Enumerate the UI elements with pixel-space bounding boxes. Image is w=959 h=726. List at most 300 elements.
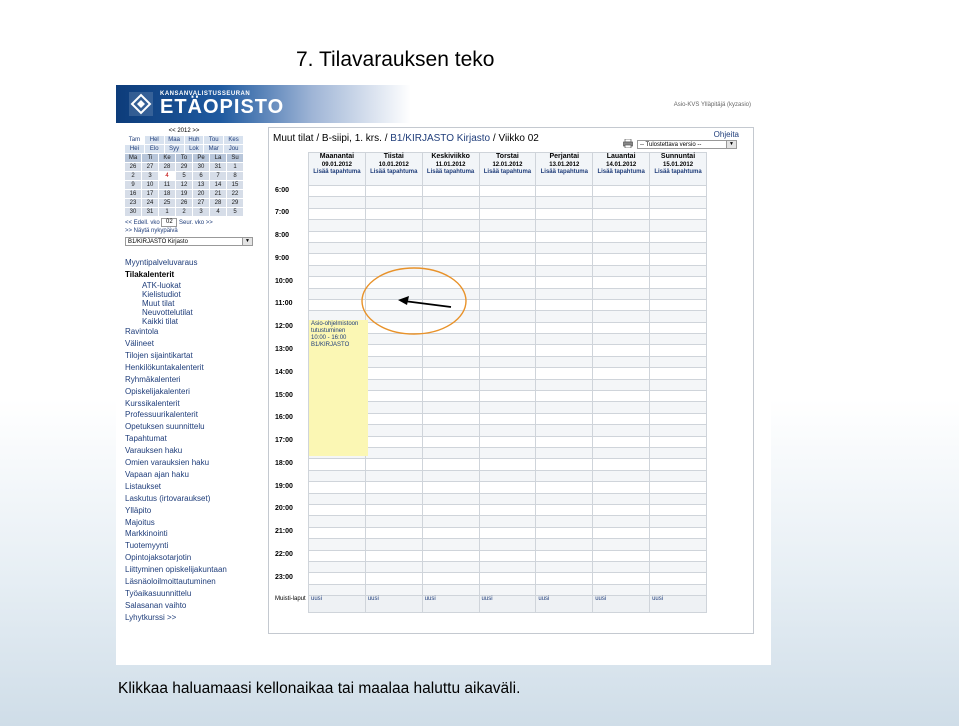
time-slot-cell[interactable]: [422, 368, 479, 379]
day-cell[interactable]: 15: [227, 181, 243, 189]
time-slot-cell[interactable]: [365, 561, 422, 572]
add-event-link[interactable]: Lisää tapahtuma: [654, 169, 702, 175]
time-slot-cell[interactable]: [650, 197, 707, 208]
time-slot-cell[interactable]: [650, 493, 707, 504]
day-cell[interactable]: 10: [142, 181, 158, 189]
month-huh[interactable]: Huh: [185, 136, 204, 144]
time-slot-cell[interactable]: [422, 197, 479, 208]
time-slot-cell[interactable]: [536, 436, 593, 447]
time-slot-cell[interactable]: [365, 197, 422, 208]
time-slot-cell[interactable]: [593, 504, 650, 515]
add-event-link[interactable]: Lisää tapahtuma: [597, 169, 645, 175]
time-slot-cell[interactable]: [593, 356, 650, 367]
time-slot-cell[interactable]: [365, 368, 422, 379]
time-slot-cell[interactable]: [536, 573, 593, 584]
time-slot-cell[interactable]: [479, 322, 536, 333]
time-slot-cell[interactable]: [650, 208, 707, 219]
day-cell[interactable]: 24: [142, 199, 158, 207]
day-cell[interactable]: 28: [159, 163, 175, 171]
time-slot-cell[interactable]: [365, 584, 422, 595]
time-slot-cell[interactable]: [479, 379, 536, 390]
day-cell[interactable]: 18: [159, 190, 175, 198]
time-slot-cell[interactable]: [422, 356, 479, 367]
day-cell[interactable]: 30: [125, 208, 141, 216]
time-slot-cell[interactable]: [365, 345, 422, 356]
time-slot-cell[interactable]: [593, 436, 650, 447]
time-slot-cell[interactable]: [593, 447, 650, 458]
time-slot-cell[interactable]: [593, 242, 650, 253]
time-slot-cell[interactable]: [365, 516, 422, 527]
time-slot-cell[interactable]: [536, 470, 593, 481]
time-slot-cell[interactable]: [479, 470, 536, 481]
time-slot-cell[interactable]: [650, 299, 707, 310]
calendar-event[interactable]: [309, 320, 368, 456]
time-slot-cell[interactable]: [536, 322, 593, 333]
time-slot-cell[interactable]: [536, 265, 593, 276]
time-slot-cell[interactable]: [365, 220, 422, 231]
day-cell[interactable]: 29: [227, 199, 243, 207]
sidebar-item-omien-varauksien-haku[interactable]: Omien varauksien haku: [125, 458, 210, 468]
time-slot-cell[interactable]: [479, 254, 536, 265]
time-slot-cell[interactable]: [479, 345, 536, 356]
time-slot-cell[interactable]: [365, 493, 422, 504]
sidebar-item-majoitus[interactable]: Majoitus: [125, 517, 155, 527]
time-slot-cell[interactable]: [536, 391, 593, 402]
time-slot-cell[interactable]: [365, 265, 422, 276]
time-slot-cell[interactable]: [536, 516, 593, 527]
time-slot-cell[interactable]: [536, 482, 593, 493]
time-slot-cell[interactable]: [422, 482, 479, 493]
time-slot-cell[interactable]: [422, 447, 479, 458]
help-link[interactable]: Ohjeita: [713, 130, 739, 139]
time-slot-cell[interactable]: [593, 334, 650, 345]
time-slot-cell[interactable]: [309, 208, 366, 219]
sidebar-item-tuotemyynti[interactable]: Tuotemyynti: [125, 541, 169, 551]
day-cell[interactable]: 27: [193, 199, 209, 207]
time-slot-cell[interactable]: [593, 573, 650, 584]
time-slot-cell[interactable]: [309, 470, 366, 481]
sidebar-item-muut-tilat[interactable]: Muut tilat: [142, 298, 175, 308]
time-slot-cell[interactable]: [309, 504, 366, 515]
time-slot-cell[interactable]: [593, 299, 650, 310]
time-slot-cell[interactable]: [593, 288, 650, 299]
new-memo-link[interactable]: uusi: [536, 596, 593, 613]
time-slot-cell[interactable]: [479, 311, 536, 322]
time-slot-cell[interactable]: [593, 265, 650, 276]
sidebar-item-opetuksen-suunnittelu[interactable]: Opetuksen suunnittelu: [125, 422, 205, 432]
time-slot-cell[interactable]: [365, 447, 422, 458]
time-slot-cell[interactable]: [650, 186, 707, 197]
time-slot-cell[interactable]: [536, 186, 593, 197]
add-event-link[interactable]: Lisää tapahtuma: [370, 169, 418, 175]
add-event-link[interactable]: Lisää tapahtuma: [426, 169, 475, 175]
time-slot-cell[interactable]: [536, 413, 593, 424]
time-slot-cell[interactable]: [593, 584, 650, 595]
time-slot-cell[interactable]: [365, 208, 422, 219]
month-jou[interactable]: Jou: [224, 145, 243, 153]
time-slot-cell[interactable]: [365, 482, 422, 493]
time-slot-cell[interactable]: [309, 186, 366, 197]
time-slot-cell[interactable]: [650, 425, 707, 436]
time-slot-cell[interactable]: [536, 550, 593, 561]
time-slot-cell[interactable]: [479, 482, 536, 493]
time-slot-cell[interactable]: [536, 197, 593, 208]
day-cell[interactable]: 31: [142, 208, 158, 216]
time-slot-cell[interactable]: [422, 527, 479, 538]
day-cell[interactable]: 25: [159, 199, 175, 207]
time-slot-cell[interactable]: [479, 539, 536, 550]
time-slot-cell[interactable]: [593, 231, 650, 242]
sidebar-item-kurssikalenterit[interactable]: Kurssikalenterit: [125, 398, 180, 408]
day-cell[interactable]: 20: [193, 190, 209, 198]
time-slot-cell[interactable]: [479, 231, 536, 242]
time-slot-cell[interactable]: [422, 402, 479, 413]
time-slot-cell[interactable]: [309, 539, 366, 550]
time-slot-cell[interactable]: [650, 470, 707, 481]
time-slot-cell[interactable]: [365, 425, 422, 436]
time-slot-cell[interactable]: [365, 402, 422, 413]
time-slot-cell[interactable]: [536, 311, 593, 322]
time-slot-cell[interactable]: [536, 584, 593, 595]
time-slot-cell[interactable]: [650, 584, 707, 595]
time-slot-cell[interactable]: [479, 208, 536, 219]
time-slot-cell[interactable]: [422, 208, 479, 219]
add-event-link[interactable]: Lisää tapahtuma: [540, 169, 588, 175]
time-slot-cell[interactable]: [309, 277, 366, 288]
time-slot-cell[interactable]: [593, 391, 650, 402]
add-event-link[interactable]: Lisää tapahtuma: [483, 169, 532, 175]
day-cell[interactable]: 11: [159, 181, 175, 189]
new-memo-link[interactable]: uusi: [422, 596, 479, 613]
time-slot-cell[interactable]: [422, 322, 479, 333]
time-slot-cell[interactable]: [422, 539, 479, 550]
time-slot-cell[interactable]: [650, 242, 707, 253]
month-elo[interactable]: Elo: [145, 145, 164, 153]
time-slot-cell[interactable]: [536, 402, 593, 413]
sidebar-item-tilakalenterit[interactable]: Tilakalenterit: [125, 269, 175, 279]
time-slot-cell[interactable]: [650, 231, 707, 242]
time-slot-cell[interactable]: [309, 584, 366, 595]
new-memo-link[interactable]: uusi: [365, 596, 422, 613]
time-slot-cell[interactable]: [365, 527, 422, 538]
time-slot-cell[interactable]: [365, 186, 422, 197]
next-week-link[interactable]: Seur. vko >>: [179, 220, 213, 227]
time-slot-cell[interactable]: [650, 459, 707, 470]
time-slot-cell[interactable]: [309, 242, 366, 253]
day-cell[interactable]: 2: [125, 172, 141, 180]
time-slot-cell[interactable]: [650, 368, 707, 379]
time-slot-cell[interactable]: [365, 334, 422, 345]
day-cell[interactable]: 26: [125, 163, 141, 171]
day-cell[interactable]: 1: [227, 163, 243, 171]
time-slot-cell[interactable]: [309, 231, 366, 242]
time-slot-cell[interactable]: [650, 516, 707, 527]
time-slot-cell[interactable]: [479, 197, 536, 208]
day-cell[interactable]: 1: [159, 208, 175, 216]
new-memo-link[interactable]: uusi: [650, 596, 707, 613]
time-slot-cell[interactable]: [593, 208, 650, 219]
time-slot-cell[interactable]: [593, 493, 650, 504]
time-slot-cell[interactable]: [536, 379, 593, 390]
time-slot-cell[interactable]: [593, 550, 650, 561]
time-slot-cell[interactable]: [422, 277, 479, 288]
sidebar-item-opiskelijakalenteri[interactable]: Opiskelijakalenteri: [125, 386, 190, 396]
time-slot-cell[interactable]: [479, 561, 536, 572]
time-slot-cell[interactable]: [650, 391, 707, 402]
time-slot-cell[interactable]: [422, 186, 479, 197]
time-slot-cell[interactable]: [536, 368, 593, 379]
time-slot-cell[interactable]: [536, 345, 593, 356]
time-slot-cell[interactable]: [593, 322, 650, 333]
time-slot-cell[interactable]: [536, 561, 593, 572]
day-cell[interactable]: 12: [176, 181, 192, 189]
time-slot-cell[interactable]: [422, 459, 479, 470]
time-slot-cell[interactable]: [479, 334, 536, 345]
printer-icon[interactable]: [623, 139, 633, 148]
month-syy[interactable]: Syy: [165, 145, 184, 153]
time-slot-cell[interactable]: [422, 265, 479, 276]
time-slot-cell[interactable]: [593, 470, 650, 481]
time-slot-cell[interactable]: [650, 254, 707, 265]
time-slot-cell[interactable]: [422, 288, 479, 299]
sidebar-item-välineet[interactable]: Välineet: [125, 339, 154, 349]
day-cell[interactable]: 6: [193, 172, 209, 180]
time-slot-cell[interactable]: [593, 186, 650, 197]
time-slot-cell[interactable]: [650, 436, 707, 447]
time-slot-cell[interactable]: [309, 527, 366, 538]
time-slot-cell[interactable]: [536, 527, 593, 538]
day-cell[interactable]: 3: [193, 208, 209, 216]
month-lok[interactable]: Lok: [185, 145, 204, 153]
time-slot-cell[interactable]: [536, 231, 593, 242]
time-slot-cell[interactable]: [650, 322, 707, 333]
day-cell[interactable]: 29: [176, 163, 192, 171]
time-slot-cell[interactable]: [365, 356, 422, 367]
time-slot-cell[interactable]: [479, 504, 536, 515]
day-cell[interactable]: 27: [142, 163, 158, 171]
sidebar-item-ravintola[interactable]: Ravintola: [125, 327, 159, 337]
time-slot-cell[interactable]: [593, 197, 650, 208]
time-slot-cell[interactable]: [365, 504, 422, 515]
time-slot-cell[interactable]: [650, 265, 707, 276]
time-slot-cell[interactable]: [365, 459, 422, 470]
time-slot-cell[interactable]: [422, 584, 479, 595]
time-slot-cell[interactable]: [593, 368, 650, 379]
time-slot-cell[interactable]: [479, 436, 536, 447]
room-select[interactable]: [125, 237, 253, 246]
time-slot-cell[interactable]: [479, 459, 536, 470]
time-slot-cell[interactable]: [422, 470, 479, 481]
time-slot-cell[interactable]: [536, 539, 593, 550]
time-slot-cell[interactable]: [650, 334, 707, 345]
time-slot-cell[interactable]: [479, 186, 536, 197]
time-slot-cell[interactable]: [593, 311, 650, 322]
time-slot-cell[interactable]: [309, 573, 366, 584]
time-slot-cell[interactable]: [365, 311, 422, 322]
time-slot-cell[interactable]: [422, 413, 479, 424]
time-slot-cell[interactable]: [422, 436, 479, 447]
time-slot-cell[interactable]: [365, 242, 422, 253]
time-slot-cell[interactable]: [422, 345, 479, 356]
time-slot-cell[interactable]: [650, 379, 707, 390]
time-slot-cell[interactable]: [309, 482, 366, 493]
time-slot-cell[interactable]: [309, 561, 366, 572]
sidebar-item-atk-luokat[interactable]: ATK-luokat: [142, 280, 181, 290]
time-slot-cell[interactable]: [593, 539, 650, 550]
time-slot-cell[interactable]: [536, 299, 593, 310]
time-slot-cell[interactable]: [536, 208, 593, 219]
year-nav[interactable]: << 2012 >>: [125, 127, 243, 136]
month-tou[interactable]: Tou: [204, 136, 223, 144]
time-slot-cell[interactable]: [479, 391, 536, 402]
time-slot-cell[interactable]: [650, 447, 707, 458]
day-cell[interactable]: 4: [210, 208, 226, 216]
time-slot-cell[interactable]: [479, 584, 536, 595]
time-slot-cell[interactable]: [422, 334, 479, 345]
time-slot-cell[interactable]: [650, 573, 707, 584]
time-slot-cell[interactable]: [536, 504, 593, 515]
month-maa[interactable]: Maa: [165, 136, 184, 144]
time-slot-cell[interactable]: [422, 573, 479, 584]
add-event-link[interactable]: Lisää tapahtuma: [313, 169, 361, 175]
time-slot-cell[interactable]: [593, 527, 650, 538]
time-slot-cell[interactable]: [593, 459, 650, 470]
print-version-select[interactable]: [637, 140, 737, 149]
time-slot-cell[interactable]: [309, 550, 366, 561]
time-slot-cell[interactable]: [365, 277, 422, 288]
sidebar-item-varauksen-haku[interactable]: Varauksen haku: [125, 446, 183, 456]
day-cell[interactable]: 5: [227, 208, 243, 216]
time-slot-cell[interactable]: [650, 220, 707, 231]
new-memo-link[interactable]: uusi: [309, 596, 366, 613]
sidebar-item-neuvottelutilat[interactable]: Neuvottelutilat: [142, 308, 193, 318]
week-input[interactable]: 02: [161, 218, 177, 227]
day-cell[interactable]: 14: [210, 181, 226, 189]
time-slot-cell[interactable]: [479, 402, 536, 413]
month-mar[interactable]: Mar: [204, 145, 223, 153]
time-slot-cell[interactable]: [365, 391, 422, 402]
sidebar-item-tapahtumat[interactable]: Tapahtumat: [125, 434, 167, 444]
time-slot-cell[interactable]: [422, 379, 479, 390]
day-cell[interactable]: 4: [159, 172, 175, 180]
day-cell[interactable]: 31: [210, 163, 226, 171]
time-slot-cell[interactable]: [650, 356, 707, 367]
time-slot-cell[interactable]: [650, 402, 707, 413]
prev-week-link[interactable]: << Edell. vko: [125, 220, 160, 227]
time-slot-cell[interactable]: [479, 493, 536, 504]
time-slot-cell[interactable]: [422, 231, 479, 242]
time-slot-cell[interactable]: [479, 413, 536, 424]
time-slot-cell[interactable]: [365, 231, 422, 242]
sidebar-item-listaukset[interactable]: Listaukset: [125, 481, 162, 491]
time-slot-cell[interactable]: [536, 254, 593, 265]
time-slot-cell[interactable]: [479, 425, 536, 436]
day-cell[interactable]: 7: [210, 172, 226, 180]
time-slot-cell[interactable]: [593, 220, 650, 231]
time-slot-cell[interactable]: [479, 573, 536, 584]
time-slot-cell[interactable]: [650, 550, 707, 561]
sidebar-item-myyntipalveluvaraus[interactable]: Myyntipalveluvaraus: [125, 258, 198, 267]
time-slot-cell[interactable]: [536, 493, 593, 504]
month-hel[interactable]: Hel: [145, 136, 164, 144]
time-slot-cell[interactable]: [650, 288, 707, 299]
sidebar-item-vapaan-ajan-haku[interactable]: Vapaan ajan haku: [125, 469, 189, 479]
time-slot-cell[interactable]: [309, 254, 366, 265]
day-cell[interactable]: 16: [125, 190, 141, 198]
time-slot-cell[interactable]: [422, 254, 479, 265]
new-memo-link[interactable]: uusi: [479, 596, 536, 613]
time-slot-cell[interactable]: [422, 550, 479, 561]
time-slot-cell[interactable]: [309, 197, 366, 208]
time-slot-cell[interactable]: [479, 277, 536, 288]
time-slot-cell[interactable]: [650, 413, 707, 424]
sidebar-item-ryhmäkalenteri[interactable]: Ryhmäkalenteri: [125, 374, 181, 384]
time-slot-cell[interactable]: [593, 277, 650, 288]
month-kes[interactable]: Kes: [224, 136, 243, 144]
day-cell[interactable]: 2: [176, 208, 192, 216]
month-tam[interactable]: Tam: [125, 136, 144, 144]
day-cell[interactable]: 13: [193, 181, 209, 189]
sidebar-item-salasanan-vaihto[interactable]: Salasanan vaihto: [125, 600, 187, 610]
time-slot-cell[interactable]: [365, 470, 422, 481]
sidebar-item-professuurikalenterit[interactable]: Professuurikalenterit: [125, 410, 198, 420]
time-slot-cell[interactable]: [593, 482, 650, 493]
time-slot-cell[interactable]: [536, 447, 593, 458]
day-cell[interactable]: 5: [176, 172, 192, 180]
time-slot-cell[interactable]: [422, 493, 479, 504]
time-slot-cell[interactable]: [365, 299, 422, 310]
day-cell[interactable]: 22: [227, 190, 243, 198]
title-room-link[interactable]: B1/KIRJASTO Kirjasto: [390, 133, 491, 144]
day-cell[interactable]: 19: [176, 190, 192, 198]
time-slot-cell[interactable]: [309, 299, 366, 310]
time-slot-cell[interactable]: [536, 425, 593, 436]
day-cell[interactable]: 9: [125, 181, 141, 189]
time-slot-cell[interactable]: [422, 516, 479, 527]
time-slot-cell[interactable]: [536, 220, 593, 231]
time-slot-cell[interactable]: [593, 402, 650, 413]
time-slot-cell[interactable]: [650, 504, 707, 515]
event-title[interactable]: Asio-ohjelmistoon tutustuminen: [311, 321, 359, 334]
time-slot-cell[interactable]: [365, 322, 422, 333]
sidebar-item-henkilökuntakalenterit[interactable]: Henkilökuntakalenterit: [125, 362, 204, 372]
sidebar-item-laskutus-irtovaraukset[interactable]: Laskutus (irtovaraukset): [125, 493, 211, 503]
time-slot-cell[interactable]: [650, 482, 707, 493]
sidebar-item-liittyminen-opiskelijakuntaan[interactable]: Liittyminen opiskelijakuntaan: [125, 565, 227, 575]
time-slot-cell[interactable]: [422, 299, 479, 310]
time-slot-cell[interactable]: [365, 550, 422, 561]
time-slot-cell[interactable]: [593, 254, 650, 265]
time-slot-cell[interactable]: [422, 561, 479, 572]
time-slot-cell[interactable]: [422, 220, 479, 231]
time-slot-cell[interactable]: [309, 288, 366, 299]
time-slot-cell[interactable]: [479, 220, 536, 231]
time-slot-cell[interactable]: [536, 334, 593, 345]
today-link[interactable]: >> Näytä nykypäivä: [125, 228, 178, 234]
time-slot-cell[interactable]: [479, 527, 536, 538]
time-slot-cell[interactable]: [309, 493, 366, 504]
time-slot-cell[interactable]: [593, 379, 650, 390]
time-slot-cell[interactable]: [593, 425, 650, 436]
time-slot-cell[interactable]: [479, 447, 536, 458]
sidebar-item-opintojaksotarjotin[interactable]: Opintojaksotarjotin: [125, 553, 192, 563]
time-slot-cell[interactable]: [650, 539, 707, 550]
time-slot-cell[interactable]: [536, 242, 593, 253]
day-cell[interactable]: 17: [142, 190, 158, 198]
time-slot-cell[interactable]: [479, 516, 536, 527]
day-cell[interactable]: 30: [193, 163, 209, 171]
time-slot-cell[interactable]: [309, 265, 366, 276]
